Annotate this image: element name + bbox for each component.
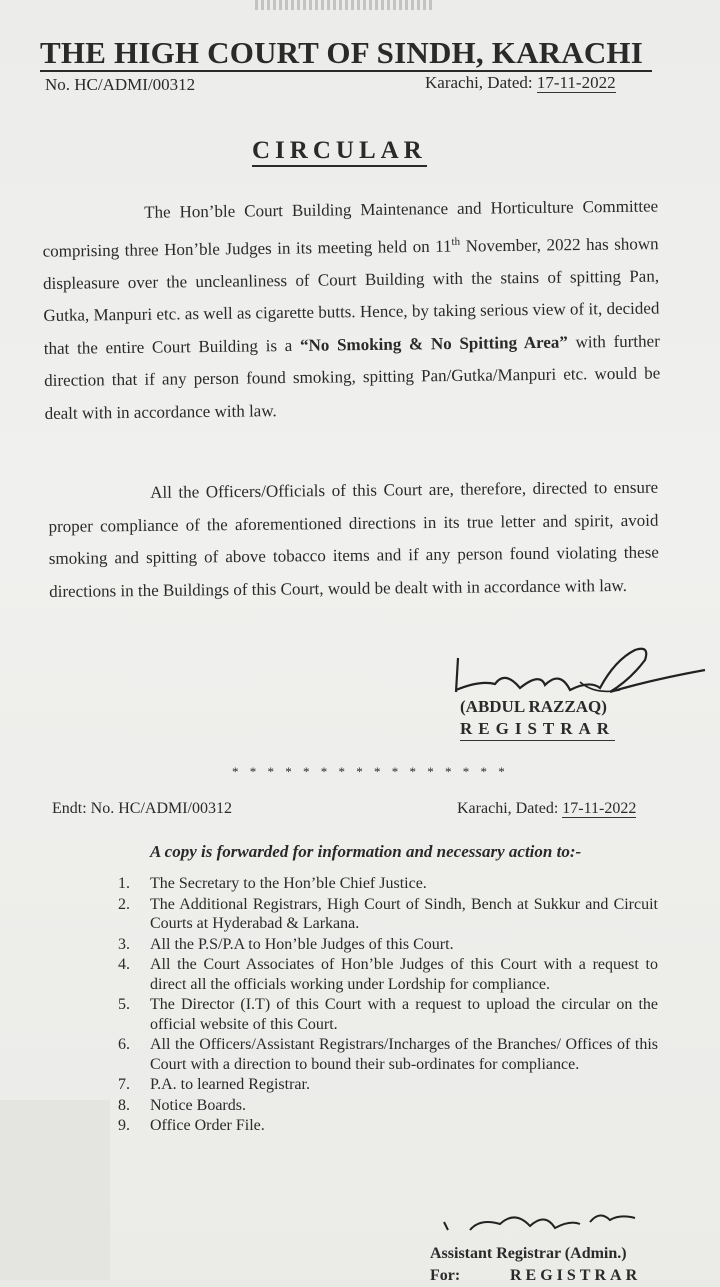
list-item xyxy=(108,955,658,994)
list-text: Notice Boards. xyxy=(150,1096,246,1114)
signatory-name: (ABDUL RAZZAQ) xyxy=(460,697,607,716)
list-item xyxy=(108,874,658,894)
list-item xyxy=(108,935,658,955)
forward-line: A copy is forwarded for information and necessary action to:- xyxy=(150,842,582,861)
endorsement-reference: Endt: No. HC/ADMI/00312 xyxy=(52,800,232,817)
list-number: 1. xyxy=(118,875,130,892)
list-item xyxy=(108,1096,658,1116)
endorsement-date-day: 17 xyxy=(562,800,579,817)
list-number: 9. xyxy=(118,1117,130,1134)
scan-mark xyxy=(255,0,435,10)
section-separator: * * * * * * * * * * * * * * * * xyxy=(232,764,509,779)
circular-heading: CIRCULAR xyxy=(252,137,427,167)
list-item xyxy=(108,1035,658,1074)
endorsement-date xyxy=(457,800,636,818)
page-shadow xyxy=(0,1100,110,1280)
paragraph-1 xyxy=(42,190,661,430)
paragraph-2: All the Officers/Officials of this Court are, therefore, directed to ensure proper compliance of the aforementioned directions in its true letter and spirit, avoid smoking and spitting of above tobacco items and if any person found violating these directions in the Buildings of this Court, would be dealt with in accordance with law. xyxy=(48,477,659,601)
issue-date xyxy=(425,73,616,93)
recipients-list xyxy=(108,874,658,1136)
assistant-registrar-signature xyxy=(440,1200,640,1240)
list-text: All the P.S/P.A to Hon’ble Judges of this Court. xyxy=(150,935,454,953)
for-registrar-line xyxy=(430,1265,641,1287)
for-value: REGISTRAR xyxy=(510,1267,642,1284)
paragraph-1-text-c: with further direction that if any person found smoking, spitting Pan/Gutka/Manpuri etc. would be dealt with in accordance with law. xyxy=(44,331,661,423)
list-number: 3. xyxy=(118,935,130,953)
list-number: 5. xyxy=(118,996,130,1013)
list-text: All the Officers/Assistant Registrars/Incharges of the Branches/ Offices of this Court with a direction to bound their sub-ordinates for compliance. xyxy=(150,1036,658,1073)
paragraph-1-text-a: The Hon’ble Court Building Maintenance and Horticulture Committee comprising three Hon’ble Judges in its meeting held on 11 xyxy=(42,196,659,261)
assistant-registrar-title: Assistant Registrar (Admin.) xyxy=(430,1245,627,1262)
date-day: 17 xyxy=(536,73,554,92)
list-item xyxy=(108,1075,658,1095)
list-number: 6. xyxy=(118,1036,130,1053)
ordinal-suffix: th xyxy=(451,235,461,248)
date-prefix: Karachi, Dated: xyxy=(425,73,537,92)
list-item xyxy=(108,1116,658,1136)
list-text: Office Order File. xyxy=(150,1117,265,1134)
for-label: For: xyxy=(430,1267,461,1284)
list-item xyxy=(108,895,658,934)
endorsement-date-prefix: Karachi, Dated: xyxy=(457,800,563,817)
signatory-block xyxy=(460,696,615,741)
signatory-title: REGISTRAR xyxy=(460,718,615,741)
list-text: All the Court Associates of Hon’ble Judges of this Court with a request to direct all the officials working under Lordship for compliance. xyxy=(150,956,658,993)
list-number: 8. xyxy=(118,1096,130,1114)
list-text: P.A. to learned Registrar. xyxy=(150,1076,310,1093)
paragraph-1-text-b: November, 2022 has shown displeasure over the uncleanliness of Court Building with the stains of spitting Pan, Gutka, Manpuri etc. as well as cigarette butts. Hence, by taking serious view of it, decided that the entire Court Building is a xyxy=(42,233,660,358)
list-text: The Secretary to the Hon’ble Chief Justice. xyxy=(150,875,427,892)
list-number: 4. xyxy=(118,956,130,973)
registrar-signature xyxy=(450,640,710,700)
list-number: 7. xyxy=(118,1076,130,1093)
assistant-registrar-block xyxy=(430,1243,641,1287)
date-rest: -11-2022 xyxy=(553,73,616,92)
no-smoking-area-phrase: “No Smoking & No Spitting Area” xyxy=(299,332,568,355)
list-text: The Director (I.T) of this Court with a request to upload the circular on the official website of this Court. xyxy=(150,996,658,1033)
list-number: 2. xyxy=(118,895,130,913)
endorsement-date-rest: -11-2022 xyxy=(578,800,637,817)
list-text: The Additional Registrars, High Court of Sindh, Bench at Sukkur and Circuit Courts at Hyderabad & Larkana. xyxy=(150,895,658,932)
reference-number: No. HC/ADMI/00312 xyxy=(45,75,196,94)
court-title: THE HIGH COURT OF SINDH, KARACHI xyxy=(40,36,652,72)
list-item xyxy=(108,995,658,1034)
